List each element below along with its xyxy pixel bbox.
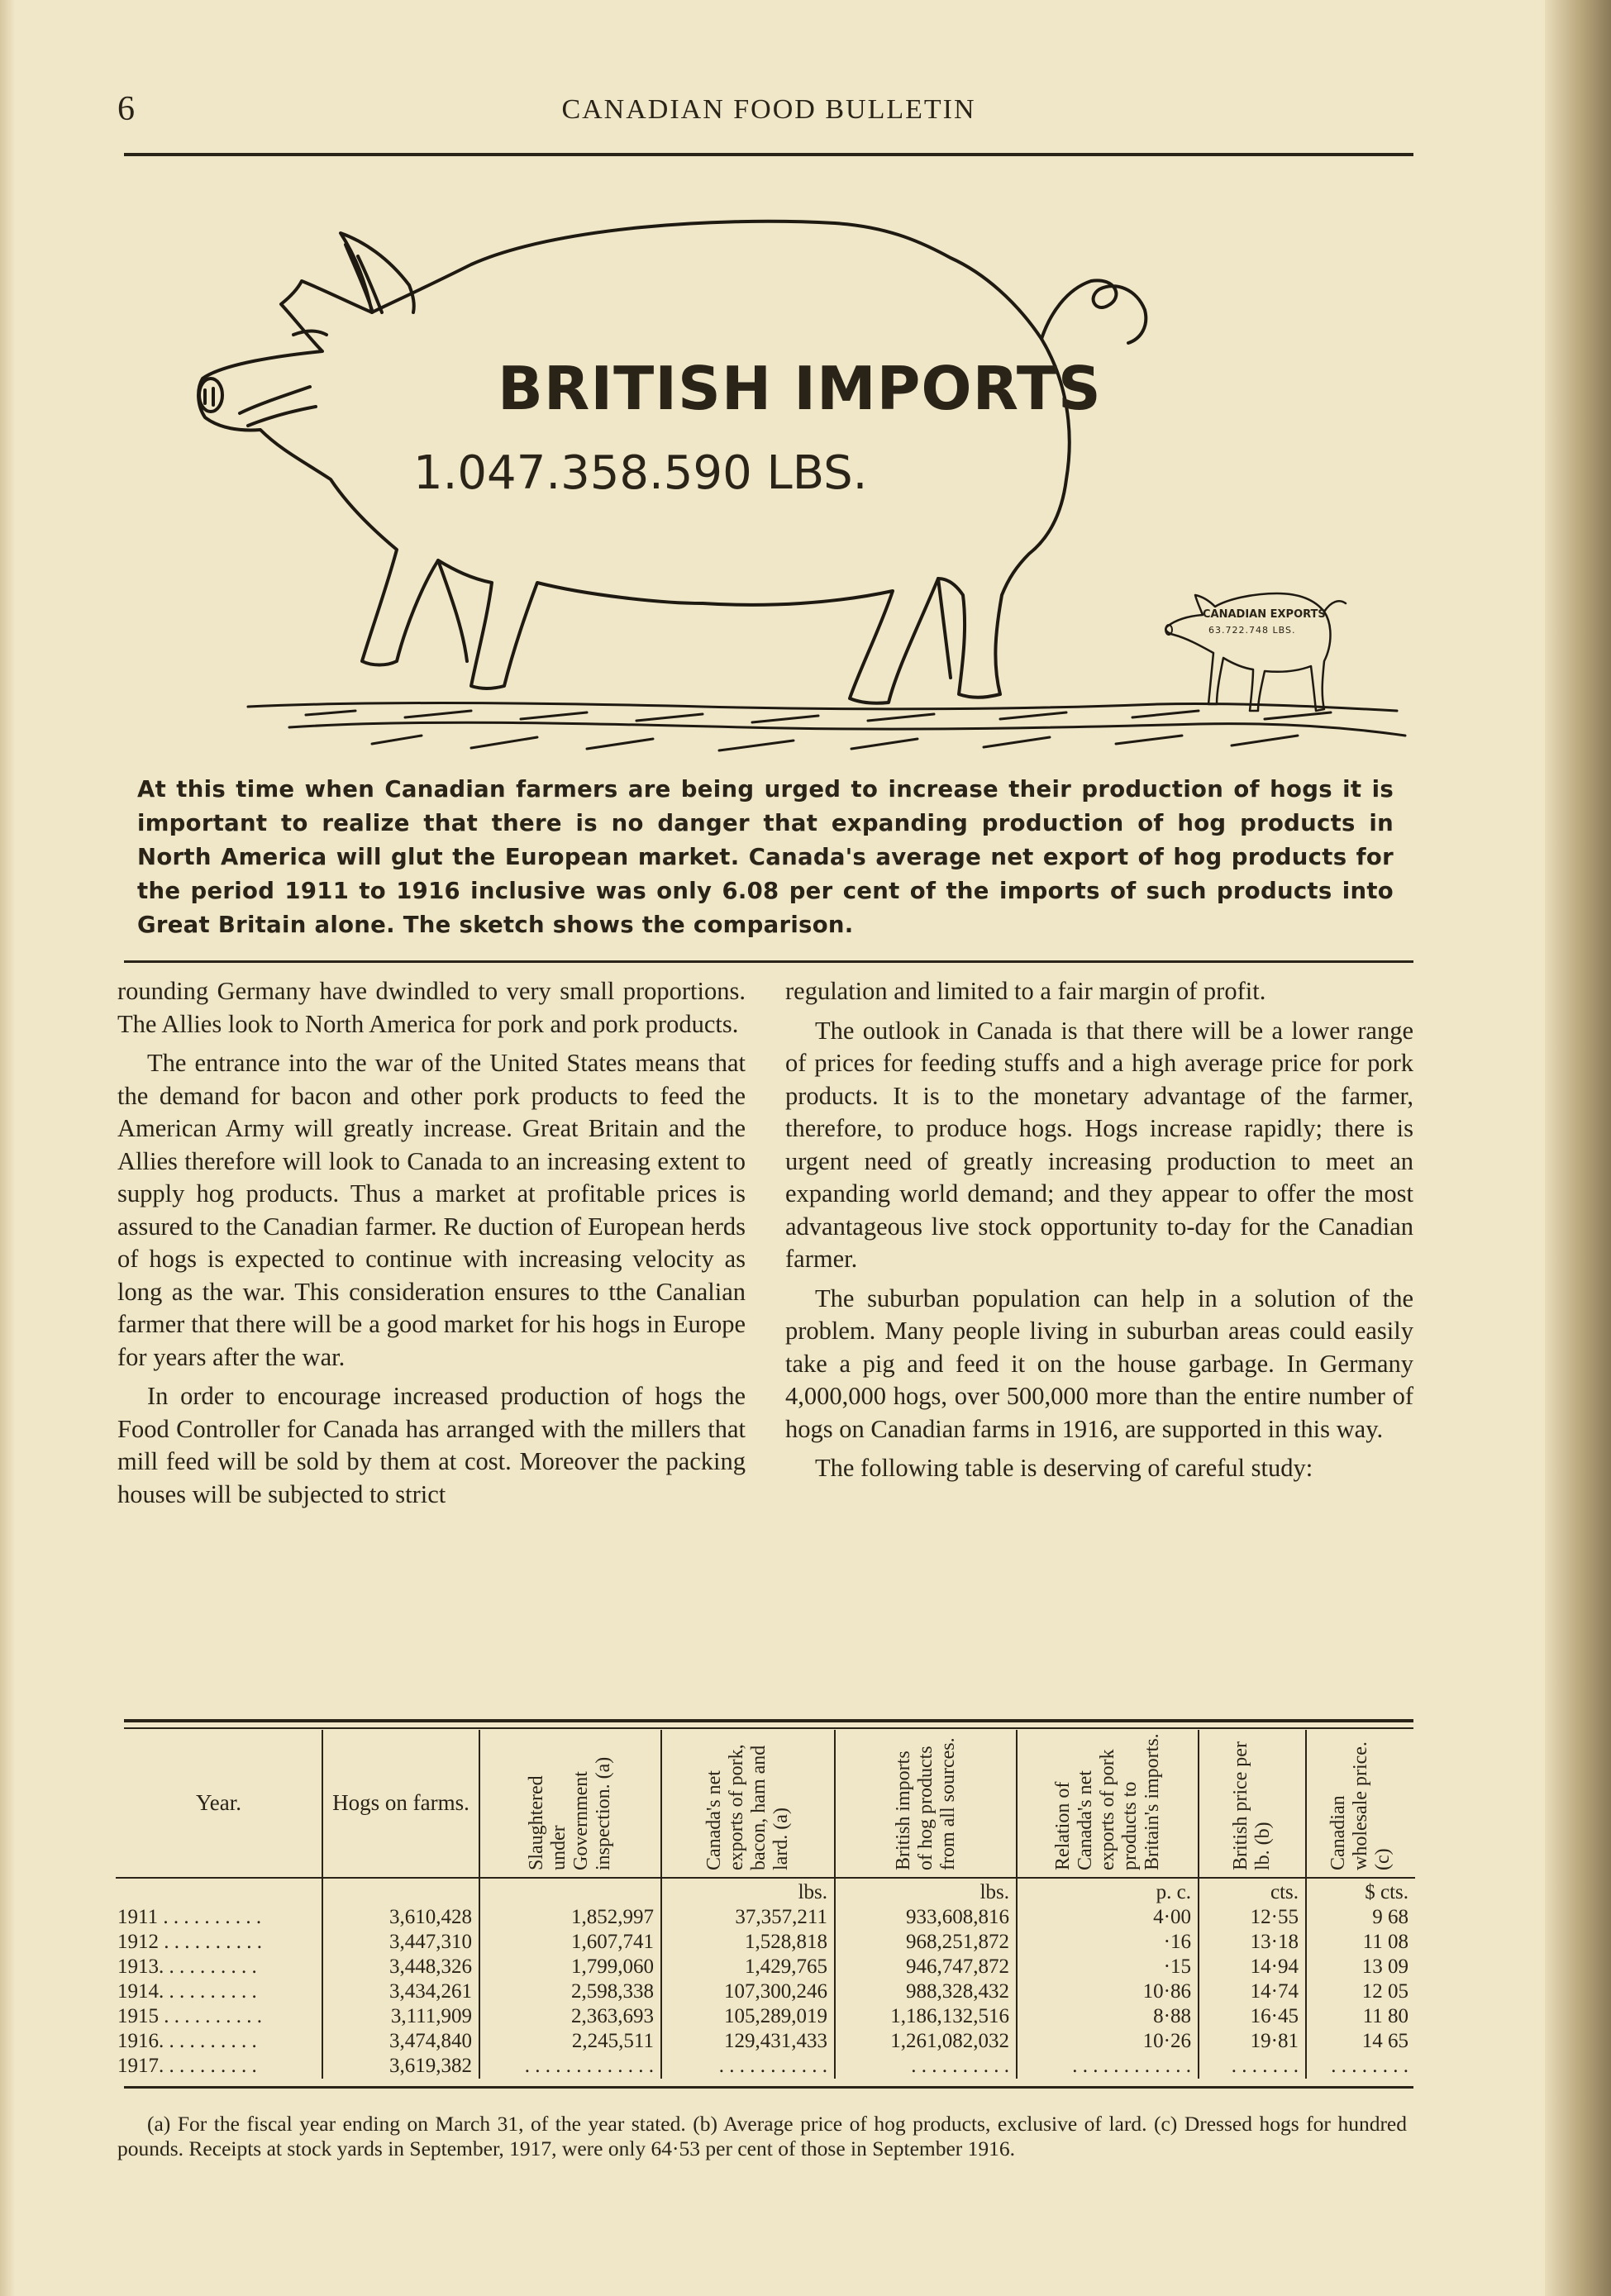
table-top-rule — [124, 1719, 1413, 1722]
paragraph: regulation and limited to a fair margin of profit. — [785, 977, 1266, 1005]
caption-rule — [124, 960, 1413, 963]
table-cell: 11 80 — [1306, 2004, 1415, 2029]
table-cell: 10·26 — [1017, 2029, 1199, 2054]
paragraph: The outlook in Canada is that there will be a lower range of prices for feeding stuffs and a high average price for pork products. It is to the monetary advantage of the farmer, therefore, to produce hogs. Hogs increase rapidly; there is urgent need of greatly increasing production to meet an expanding world demand; and they appear to offer the most advantageous live stock opportunity to-day for the Canadian farmer. — [785, 1016, 1413, 1273]
table-cell: 988,328,432 — [835, 1979, 1017, 2004]
table-cell: 13·18 — [1199, 1930, 1306, 1955]
figure-amount: 1.047.358.590 LBS. — [413, 446, 868, 500]
figure-caption: At this time when Canadian farmers are being urged to increase their production of hogs it is important to realize that there is no danger that expanding production of hog products in North America will glut the European market. Canada's average net export of hog products for the period 1911 to 1916 inclusive was only 6.08 per cent of the imports of such products into Great Britain alone. The sketch shows the comparison. — [137, 776, 1394, 938]
column-header-british-imports: British imports of hog products from all sources. — [835, 1730, 1017, 1878]
table-cell: ·16 — [1017, 1930, 1199, 1955]
header-rule — [124, 153, 1413, 156]
paragraph: In order to encourage increased production of hogs the Food Controller for Canada has arranged with the millers that mill feed will be sold by them at cost. Moreover the packing houses will be subjected to strict — [117, 1382, 746, 1508]
table-cell: 1,528,818 — [661, 1930, 835, 1955]
table-cell: 107,300,246 — [661, 1979, 835, 2004]
table-cell: 19·81 — [1199, 2029, 1306, 2054]
table-row — [116, 2004, 1415, 2029]
paragraph: The following table is deserving of careful study: — [815, 1454, 1313, 1482]
table-cell: 946,747,872 — [835, 1955, 1017, 1979]
table-row — [116, 2029, 1415, 2054]
table-cell: . . . . . . . . . . . . — [1017, 2054, 1199, 2079]
paragraph: The suburban population can help in a solution of the problem. Many people living in suburban areas could easily take a pig and feed it on the house garbage. In Germany 4,000,000 hogs, over 500,000 more than the entire number of hogs on Canadian farms in 1916, are supported in this way. — [785, 1284, 1413, 1443]
table-cell: . . . . . . . . — [1306, 2054, 1415, 2079]
column-header-relation: Relation of Canada's net exports of pork products to Britain's imports. — [1017, 1730, 1199, 1878]
table-cell: 1917. . . . . . . . . . — [117, 2055, 257, 2077]
small-pig-amount: 63.722.748 LBS. — [1208, 625, 1296, 636]
table-cell: 12 05 — [1306, 1979, 1415, 2004]
table-row — [116, 1955, 1415, 1979]
table-cell: 3,111,909 — [322, 2004, 479, 2029]
table-cell: 14 65 — [1306, 2029, 1415, 2054]
table-cell: 14·74 — [1199, 1979, 1306, 2004]
table-cell: 9 68 — [1306, 1905, 1415, 1930]
table-cell: 1,799,060 — [479, 1955, 661, 1979]
right-text-column — [785, 975, 1413, 1485]
table-cell: 8·88 — [1017, 2004, 1199, 2029]
pig-comparison-illustration — [124, 165, 1413, 769]
figure-title: BRITISH IMPORTS — [498, 354, 1102, 423]
table-row — [116, 1930, 1415, 1955]
table-bottom-rule — [124, 2086, 1413, 2089]
paragraph: rounding Germany have dwindled to very small proportions. The Allies look to North America for pork and pork products. — [117, 977, 746, 1038]
page-number: 6 — [117, 90, 135, 128]
table-cell: 3,447,310 — [322, 1930, 479, 1955]
table-units-row: lbs. lbs. p. c. cts. $ cts. — [116, 1878, 1415, 1905]
table-row — [116, 1905, 1415, 1930]
column-header-net-exports: Canada's net exports of pork, bacon, ham and lard. (a) — [661, 1730, 835, 1878]
table-cell: 933,608,816 — [835, 1905, 1017, 1930]
table-cell: . . . . . . . . . . . — [661, 2054, 835, 2079]
column-header-hogs: Hogs on farms. — [322, 1730, 479, 1878]
table-cell: 14·94 — [1199, 1955, 1306, 1979]
small-pig-label: CANADIAN EXPORTS — [1203, 608, 1326, 621]
table-cell: 3,610,428 — [322, 1905, 479, 1930]
table-cell: . . . . . . . . . . . . . — [479, 2054, 661, 2079]
table-top-rule-thin — [124, 1727, 1413, 1729]
table-cell: 4·00 — [1017, 1905, 1199, 1930]
table-cell: 10·86 — [1017, 1979, 1199, 2004]
page-left-edge — [0, 0, 15, 2296]
table-cell: 1913. . . . . . . . . . — [117, 1955, 257, 1978]
table-cell: 2,363,693 — [479, 2004, 661, 2029]
table-cell: 1912 . . . . . . . . . . — [117, 1931, 262, 1953]
table-cell: 1,607,741 — [479, 1930, 661, 1955]
table-row — [116, 1979, 1415, 2004]
column-header-slaughtered: Slaughtered under Government inspection. (a) — [479, 1730, 661, 1878]
table-cell: 3,619,382 — [322, 2054, 479, 2079]
table-cell: 968,251,872 — [835, 1930, 1017, 1955]
table-cell: 2,245,511 — [479, 2029, 661, 2054]
table-cell: 1,429,765 — [661, 1955, 835, 1979]
hog-statistics-table — [116, 1730, 1415, 2079]
table-cell: 105,289,019 — [661, 2004, 835, 2029]
table-cell: 129,431,433 — [661, 2029, 835, 2054]
left-text-column — [117, 975, 746, 1511]
paragraph: The entrance into the war of the United States means that the demand for bacon and other pork products to feed the American Army will greatly increase. Great Britain and the Allies therefore will look to Canada to an increasing extent to supply hog products. Thus a market at profitable prices is assured to the Canadian farmer. Re duction of European herds of hogs is expected to continue with increasing velocity as long as the war. This consideration ensures to tthe Canalian farmer that there will be a good market for his hogs in Europe for years after the war. — [117, 1049, 746, 1371]
table-header-row — [116, 1730, 1415, 1878]
table-cell: 3,474,840 — [322, 2029, 479, 2054]
table-cell: ·15 — [1017, 1955, 1199, 1979]
book-spine-shadow — [1545, 0, 1611, 2296]
column-header-canadian-price: Canadian wholesale price. (c) — [1306, 1730, 1415, 1878]
table-cell: 1916. . . . . . . . . . — [117, 2030, 257, 2052]
table-cell: 13 09 — [1306, 1955, 1415, 1979]
table-cell: 2,598,338 — [479, 1979, 661, 2004]
table-cell: 1915 . . . . . . . . . . — [117, 2005, 262, 2027]
table-cell: 3,448,326 — [322, 1955, 479, 1979]
running-title: CANADIAN FOOD BULLETIN — [561, 94, 976, 125]
table-cell: 1,261,082,032 — [835, 2029, 1017, 2054]
column-header-british-price: British price per lb. (b) — [1199, 1730, 1306, 1878]
column-header-year: Year. — [116, 1730, 322, 1878]
table-cell: 1,852,997 — [479, 1905, 661, 1930]
table-cell: 1911 . . . . . . . . . . — [117, 1906, 262, 1928]
table-cell: 1914. . . . . . . . . . — [117, 1980, 257, 2003]
table-row — [116, 2054, 1415, 2079]
table-cell: 12·55 — [1199, 1905, 1306, 1930]
table-cell: 11 08 — [1306, 1930, 1415, 1955]
table-cell: . . . . . . . — [1199, 2054, 1306, 2079]
table-cell: 1,186,132,516 — [835, 2004, 1017, 2029]
table-footnote: (a) For the fiscal year ending on March 31, of the year stated. (b) Average price of hog products, exclusive of lard. (c) Dressed hogs for hundred pounds. Receipts at stock yards in September, 1917, were only 64·53 per cent of those in September 1916. — [117, 2112, 1407, 2160]
table-cell: . . . . . . . . . . — [835, 2054, 1017, 2079]
table-cell: 3,434,261 — [322, 1979, 479, 2004]
table-cell: 37,357,211 — [661, 1905, 835, 1930]
table-cell: 16·45 — [1199, 2004, 1306, 2029]
